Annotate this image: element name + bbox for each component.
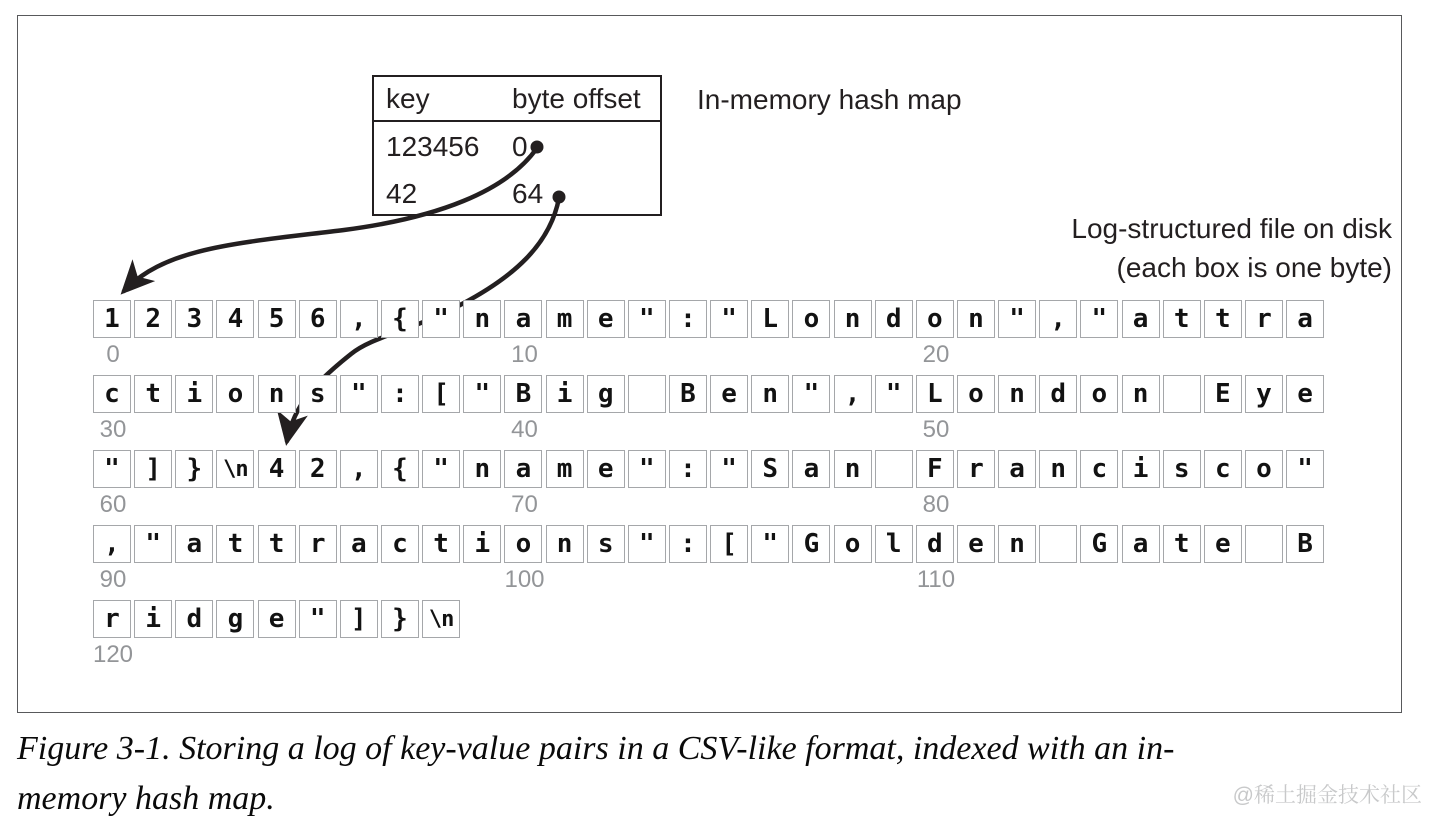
byte-cell: G (1080, 525, 1118, 563)
byte-cell: " (299, 600, 337, 638)
byte-cell: e (587, 300, 625, 338)
byte-cell: r (1245, 300, 1283, 338)
byte-cell: n (463, 300, 501, 338)
byte-cell: : (669, 525, 707, 563)
hash-map-entry-key: 42 (386, 178, 418, 209)
byte-cell: } (381, 600, 419, 638)
byte-cell: t (258, 525, 296, 563)
byte-cell: a (1286, 300, 1324, 338)
byte-offset-label: 60 (99, 491, 127, 518)
byte-grid (93, 300, 1353, 680)
byte-cell: o (957, 375, 995, 413)
byte-cell: a (1122, 300, 1160, 338)
byte-cell: m (546, 450, 584, 488)
byte-cell: s (587, 525, 625, 563)
byte-cell: i (463, 525, 501, 563)
byte-cell: t (1204, 300, 1242, 338)
byte-cell: , (340, 300, 378, 338)
byte-cell: n (1122, 375, 1160, 413)
byte-cell: t (134, 375, 172, 413)
hash-map-header (374, 77, 660, 122)
byte-cell: n (834, 450, 872, 488)
byte-cell: g (587, 375, 625, 413)
byte-cell: n (463, 450, 501, 488)
byte-cell: " (422, 300, 460, 338)
byte-cell: " (463, 375, 501, 413)
byte-cell: o (834, 525, 872, 563)
byte-cell: L (916, 375, 954, 413)
byte-cell: ] (340, 600, 378, 638)
byte-cell: \n (216, 450, 254, 488)
byte-cell: " (1080, 300, 1118, 338)
byte-cell: " (628, 300, 666, 338)
byte-cell: " (751, 525, 789, 563)
byte-cell: " (422, 450, 460, 488)
byte-cell: n (998, 525, 1036, 563)
byte-cell: r (299, 525, 337, 563)
byte-cell: s (299, 375, 337, 413)
hash-map-entry (374, 169, 660, 216)
byte-cell: d (175, 600, 213, 638)
byte-cell: n (546, 525, 584, 563)
byte-cell: 5 (258, 300, 296, 338)
byte-cell: i (175, 375, 213, 413)
byte-offset-label: 120 (92, 641, 134, 668)
byte-cell: e (1204, 525, 1242, 563)
byte-cell: : (669, 450, 707, 488)
byte-cell: " (340, 375, 378, 413)
byte-cell: s (1163, 450, 1201, 488)
byte-cell: " (93, 450, 131, 488)
byte-cell: [ (422, 375, 460, 413)
byte-cell: n (751, 375, 789, 413)
hash-map-table (372, 75, 662, 216)
byte-cell: a (998, 450, 1036, 488)
byte-cell: " (792, 375, 830, 413)
byte-cell: " (710, 450, 748, 488)
byte-cell: o (504, 525, 542, 563)
log-structured-file-label (990, 209, 1392, 287)
log-structured-file-label-line2: (each box is one byte) (1116, 252, 1392, 283)
byte-offset-label: 90 (99, 566, 127, 593)
byte-cell: g (216, 600, 254, 638)
byte-cell: a (340, 525, 378, 563)
byte-offset-label: 0 (106, 341, 120, 368)
byte-cell: " (628, 525, 666, 563)
byte-cell: r (93, 600, 131, 638)
byte-cell: t (216, 525, 254, 563)
hash-map-header-byte-offset: byte offset (512, 83, 641, 114)
byte-row (93, 375, 1324, 413)
byte-cell: e (587, 450, 625, 488)
byte-offset-label: 80 (922, 491, 950, 518)
byte-cell: a (1122, 525, 1160, 563)
byte-cell: o (792, 300, 830, 338)
log-structured-file-label-line1: Log-structured file on disk (1071, 213, 1392, 244)
byte-cell: 4 (216, 300, 254, 338)
byte-cell: e (957, 525, 995, 563)
byte-cell: a (175, 525, 213, 563)
byte-cell: [ (710, 525, 748, 563)
byte-cell: e (1286, 375, 1324, 413)
byte-row (93, 525, 1324, 563)
byte-cell: 3 (175, 300, 213, 338)
byte-cell: " (875, 375, 913, 413)
byte-cell: i (546, 375, 584, 413)
hash-map-entry-offset: 0 (512, 131, 528, 162)
byte-offset-label: 70 (511, 491, 538, 518)
byte-cell: n (834, 300, 872, 338)
hash-map-entries (374, 122, 660, 216)
hash-map-entry-offset: 64 (512, 178, 544, 209)
byte-cell: { (381, 450, 419, 488)
byte-cell: { (381, 300, 419, 338)
byte-cell: d (875, 300, 913, 338)
byte-offset-label: 20 (922, 341, 950, 368)
byte-cell: c (381, 525, 419, 563)
byte-cell: ] (134, 450, 172, 488)
byte-cell: } (175, 450, 213, 488)
byte-row (93, 300, 1324, 338)
byte-cell: F (916, 450, 954, 488)
byte-cell: 4 (258, 450, 296, 488)
byte-cell: c (1204, 450, 1242, 488)
byte-cell: n (998, 375, 1036, 413)
byte-cell: " (628, 450, 666, 488)
byte-offset-label: 110 (916, 566, 956, 593)
byte-cell: a (792, 450, 830, 488)
byte-cell: e (710, 375, 748, 413)
byte-cell: a (504, 450, 542, 488)
byte-offset-label: 30 (99, 416, 127, 443)
byte-cell: B (669, 375, 707, 413)
byte-cell: " (998, 300, 1036, 338)
byte-cell: i (134, 600, 172, 638)
byte-cell: c (93, 375, 131, 413)
byte-offset-label: 50 (922, 416, 950, 443)
byte-cell: , (1039, 300, 1077, 338)
byte-cell: o (1245, 450, 1283, 488)
byte-cell: B (504, 375, 542, 413)
figure-caption-line1: Figure 3-1. Storing a log of key-value pairs in a CSV-like format, indexed with an in- (17, 730, 1175, 767)
byte-cell: L (751, 300, 789, 338)
byte-cell: d (1039, 375, 1077, 413)
byte-cell: 1 (93, 300, 131, 338)
byte-cell: : (381, 375, 419, 413)
byte-cell: l (875, 525, 913, 563)
byte-row (93, 600, 460, 638)
byte-offset-label: 40 (511, 416, 538, 443)
byte-cell: , (834, 375, 872, 413)
byte-cell: t (1163, 525, 1201, 563)
figure-caption (17, 724, 1417, 822)
byte-cell: m (546, 300, 584, 338)
byte-cell: 2 (134, 300, 172, 338)
byte-cell: i (1122, 450, 1160, 488)
byte-offset-label: 10 (511, 341, 538, 368)
byte-row (93, 450, 1324, 488)
byte-cell (1245, 525, 1283, 563)
in-memory-hash-map-label: In-memory hash map (697, 84, 962, 115)
byte-cell: o (1080, 375, 1118, 413)
hash-map-entry-key: 123456 (386, 131, 480, 162)
byte-cell (1163, 375, 1201, 413)
byte-cell: e (258, 600, 296, 638)
byte-cell: , (340, 450, 378, 488)
byte-cell: " (1286, 450, 1324, 488)
byte-cell: B (1286, 525, 1324, 563)
byte-cell: " (710, 300, 748, 338)
byte-cell: o (216, 375, 254, 413)
byte-cell: E (1204, 375, 1242, 413)
byte-cell: 6 (299, 300, 337, 338)
byte-cell: \n (422, 600, 460, 638)
byte-cell: 2 (299, 450, 337, 488)
byte-cell: " (134, 525, 172, 563)
byte-cell: d (916, 525, 954, 563)
byte-cell: n (1039, 450, 1077, 488)
watermark-text: @稀土掘金技术社区 (1232, 784, 1422, 807)
byte-cell (875, 450, 913, 488)
byte-cell: r (957, 450, 995, 488)
byte-cell: G (792, 525, 830, 563)
byte-cell: n (258, 375, 296, 413)
byte-cell: c (1080, 450, 1118, 488)
byte-cell: n (957, 300, 995, 338)
figure-caption-line2: memory hash map. (17, 780, 275, 817)
byte-cell (628, 375, 666, 413)
byte-cell: , (93, 525, 131, 563)
hash-map-header-key: key (386, 83, 430, 114)
byte-cell: : (669, 300, 707, 338)
byte-cell: a (504, 300, 542, 338)
byte-offset-label: 100 (504, 566, 545, 593)
byte-cell: o (916, 300, 954, 338)
byte-cell: t (1163, 300, 1201, 338)
byte-cell: y (1245, 375, 1283, 413)
hash-map-entry (374, 122, 660, 169)
byte-cell (1039, 525, 1077, 563)
byte-cell: S (751, 450, 789, 488)
byte-cell: t (422, 525, 460, 563)
